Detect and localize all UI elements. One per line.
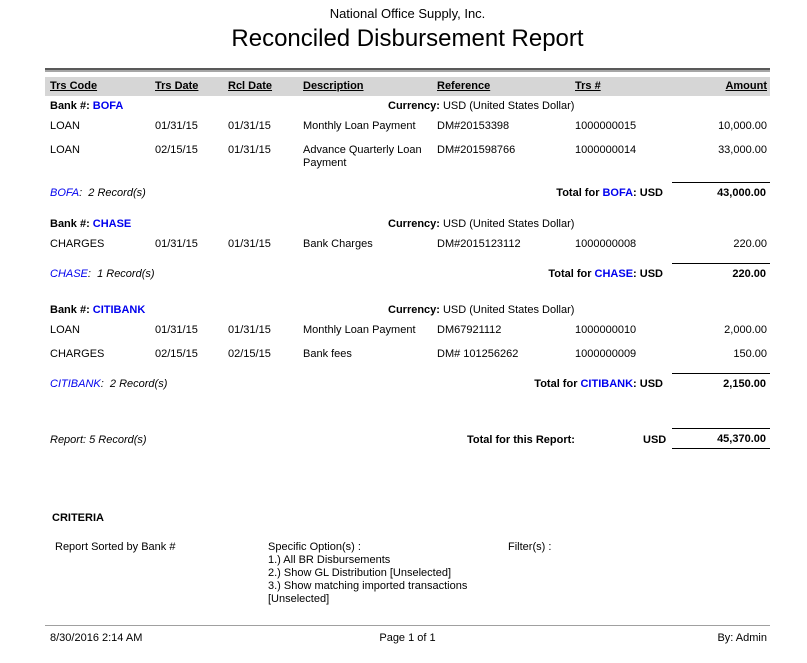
currency-info (388, 100, 574, 112)
section-record-count (50, 187, 146, 199)
record-count-text: : 2 Record(s) (100, 378, 168, 390)
table-row (45, 120, 770, 133)
bank-section-bofa (45, 98, 770, 203)
total-currency-suffix: : USD (633, 378, 663, 390)
cell-trs-num: 1000000010 (575, 324, 637, 336)
currency-value: USD (United States Dollar) (442, 218, 575, 230)
currency-value: USD (United States Dollar) (442, 304, 575, 316)
cell-rcl-date: 01/31/15 (228, 120, 271, 132)
cell-rcl-date: 01/31/15 (228, 324, 271, 336)
record-count-text: : 2 Record(s) (79, 187, 146, 199)
cell-amount: 10,000.00 (718, 120, 767, 132)
bank-code: CHASE (50, 268, 88, 280)
criteria-option: 1.) All BR Disbursements (268, 554, 391, 566)
bank-section-citibank (45, 302, 770, 394)
column-header-amount: Amount (725, 80, 767, 92)
criteria-filters-label: Filter(s) : (508, 541, 552, 553)
section-subtotal (45, 372, 770, 394)
total-for-label: Total for (556, 187, 600, 199)
cell-reference: DM67921112 (437, 324, 502, 336)
cell-rcl-date: 01/31/15 (228, 238, 271, 250)
cell-trs-num: 1000000014 (575, 144, 637, 156)
cell-description: Monthly Loan Payment (303, 120, 416, 132)
table-row (45, 324, 770, 337)
footer-rule (45, 625, 770, 626)
total-for-label: Total for (548, 268, 592, 280)
cell-trs-code: CHARGES (50, 238, 105, 250)
currency-info (388, 304, 574, 316)
bank-section-chase (45, 216, 770, 284)
currency-info (388, 218, 574, 230)
cell-rcl-date: 01/31/15 (228, 144, 271, 156)
criteria-option: 2.) Show GL Distribution [Unselected] (268, 567, 452, 579)
report-record-count: Report: 5 Record(s) (50, 434, 147, 446)
cell-trs-num: 1000000008 (575, 238, 637, 250)
cell-reference: DM#2015123112 (437, 238, 521, 250)
bank-number (50, 218, 131, 230)
section-total-label (556, 187, 663, 199)
report-total-amount: 45,370.00 (672, 428, 770, 449)
currency-label: Currency: (388, 218, 440, 230)
cell-trs-date: 01/31/15 (155, 324, 198, 336)
report-total-row (45, 426, 770, 452)
criteria-options-label: Specific Option(s) : (268, 541, 361, 553)
column-header-reference: Reference (437, 80, 491, 92)
bank-code: BOFA (92, 100, 124, 112)
page-title: Reconciled Disbursement Report (231, 25, 584, 52)
bank-code: CITIBANK (580, 378, 634, 390)
footer-page-number: Page 1 of 1 (379, 632, 436, 644)
cell-trs-date: 01/31/15 (155, 120, 198, 132)
section-total-amount: 2,150.00 (672, 373, 770, 390)
cell-description: Advance Quarterly Loan Payment (303, 144, 422, 169)
criteria-section (45, 508, 770, 618)
column-header-trs-num: Trs # (575, 80, 601, 92)
section-total-label (534, 378, 663, 390)
bank-number (50, 100, 123, 112)
cell-reference: DM# 101256262 (437, 348, 519, 360)
cell-trs-code: LOAN (50, 324, 80, 336)
table-row (45, 238, 770, 251)
section-record-count (50, 268, 155, 280)
bank-code: CHASE (594, 268, 634, 280)
criteria-options (268, 541, 483, 606)
criteria-sorted-by: Report Sorted by Bank # (55, 541, 176, 553)
cell-description: Bank Charges (303, 238, 373, 250)
criteria-heading: CRITERIA (52, 512, 104, 524)
cell-trs-num: 1000000015 (575, 120, 637, 132)
table-row (45, 144, 770, 170)
bank-code: CITIBANK (50, 378, 101, 390)
cell-description: Bank fees (303, 348, 352, 360)
footer-datetime: 8/30/2016 2:14 AM (50, 632, 143, 644)
footer-printed-by: By: Admin (717, 632, 767, 644)
column-header-description: Description (303, 80, 364, 92)
bank-code: BOFA (50, 187, 80, 199)
column-header-trs-date: Trs Date (155, 80, 199, 92)
cell-trs-code: LOAN (50, 144, 80, 156)
bank-code: BOFA (602, 187, 634, 199)
column-header-trs-code: Trs Code (50, 80, 98, 92)
record-count-text: : 1 Record(s) (87, 268, 155, 280)
bank-header-row (45, 98, 770, 114)
table-row (45, 348, 770, 361)
report-header (45, 6, 770, 53)
bank-header-row (45, 302, 770, 318)
bank-code: CHASE (92, 218, 132, 230)
cell-trs-code: LOAN (50, 120, 80, 132)
total-currency-suffix: : USD (633, 268, 663, 280)
section-subtotal (45, 181, 770, 203)
currency-label: Currency: (388, 100, 440, 112)
bank-label: Bank #: (50, 100, 90, 112)
cell-trs-date: 01/31/15 (155, 238, 198, 250)
cell-trs-date: 02/15/15 (155, 348, 198, 360)
report-total-currency: USD (643, 434, 667, 446)
currency-value: USD (United States Dollar) (442, 100, 575, 112)
section-total-amount: 220.00 (672, 263, 770, 280)
cell-reference: DM#201598766 (437, 144, 516, 156)
section-total-label (548, 268, 663, 280)
cell-amount: 33,000.00 (718, 144, 767, 156)
report-footer (45, 625, 770, 649)
cell-amount: 150.00 (733, 348, 767, 360)
section-record-count (50, 378, 167, 390)
cell-rcl-date: 02/15/15 (228, 348, 271, 360)
cell-trs-date: 02/15/15 (155, 144, 198, 156)
title-double-rule (45, 68, 770, 72)
company-name: National Office Supply, Inc. (329, 6, 486, 21)
bank-code: CITIBANK (92, 304, 146, 316)
bank-label: Bank #: (50, 304, 90, 316)
cell-reference: DM#20153398 (437, 120, 510, 132)
cell-amount: 2,000.00 (724, 324, 767, 336)
total-for-label: Total for (534, 378, 578, 390)
cell-amount: 220.00 (733, 238, 767, 250)
criteria-option: 3.) Show matching imported transactions [Unselected] (268, 580, 468, 605)
cell-description: Monthly Loan Payment (303, 324, 416, 336)
total-currency-suffix: : USD (633, 187, 663, 199)
column-header-rcl-date: Rcl Date (228, 80, 273, 92)
section-subtotal (45, 262, 770, 284)
section-total-amount: 43,000.00 (672, 182, 770, 199)
column-header-band (45, 77, 770, 96)
bank-label: Bank #: (50, 218, 90, 230)
cell-trs-num: 1000000009 (575, 348, 637, 360)
report-total-label: Total for this Report: (467, 434, 575, 446)
cell-trs-code: CHARGES (50, 348, 105, 360)
bank-header-row (45, 216, 770, 232)
currency-label: Currency: (388, 304, 440, 316)
bank-number (50, 304, 145, 316)
